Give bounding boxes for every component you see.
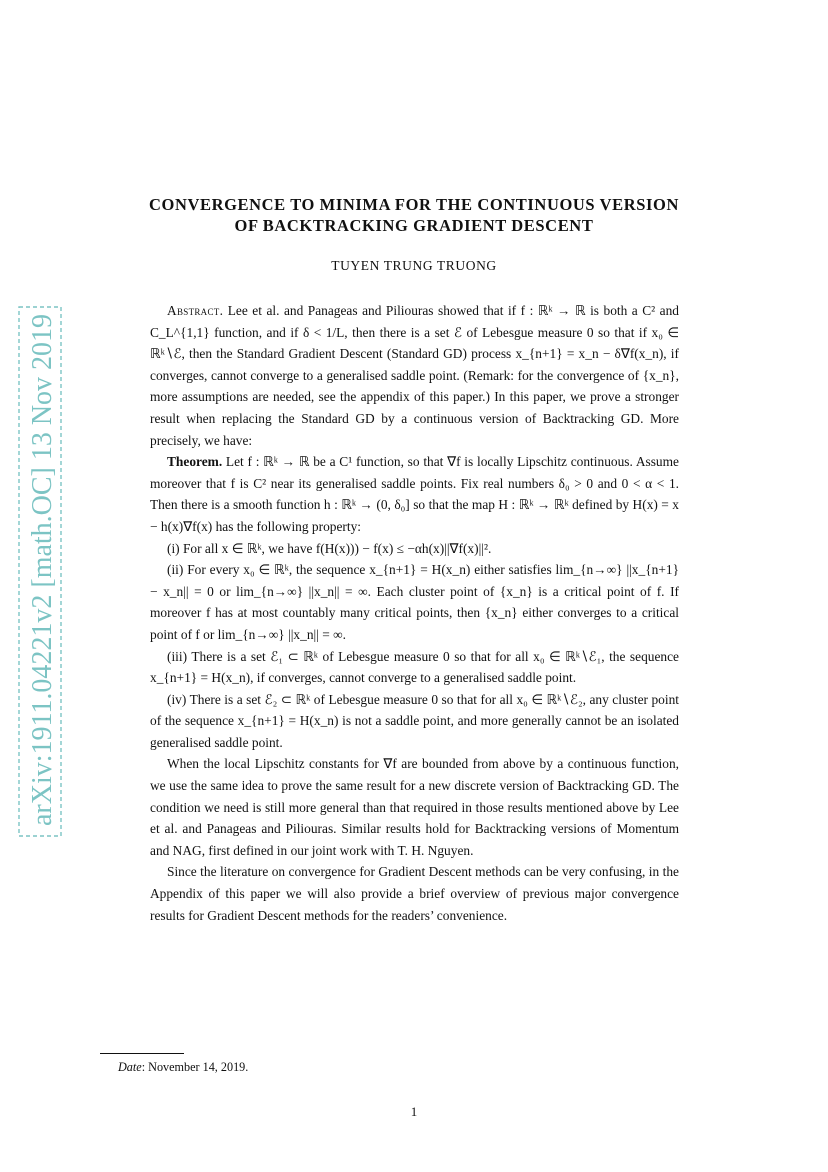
theorem-label: Theorem.: [167, 454, 223, 470]
abstract-body: [150, 300, 679, 926]
theorem-item-ii: (ii) For every x₀ ∈ ℝᵏ, the sequence x_{n+1} = H(x_n) either satisfies lim_{n→∞} ||x_{n+1} − x_n|| = 0 or lim_{n→∞} ||x_n|| = ∞. Each cluster point of {x_n} is a critical point of f. If moreover f has at most countably many critical points, then {x_n} either converges to a critical point of f or lim_{n→∞} ||x_n|| = ∞.: [150, 562, 679, 642]
title-line-1: CONVERGENCE TO MINIMA FOR THE CONTINUOUS VERSION: [149, 195, 679, 214]
paper-title: [100, 194, 728, 236]
discrete-version-paragraph: When the local Lipschitz constants for ∇f are bounded from above by a continuous function, we use the same idea to prove the same result for a new discrete version of Backtracking GD. The condition we need is still more general than that required in those results mentioned above by Lee et al. and Panageas and Piliouras. Similar results hold for Backtracking versions of Momentum and NAG, first defined in our joint work with T. H. Nguyen.: [150, 756, 679, 858]
theorem-item-iii: (iii) There is a set ℰ₁ ⊂ ℝᵏ of Lebesgue measure 0 so that for all x₀ ∈ ℝᵏ∖ℰ₁, the sequence x_{n+1} = H(x_n), if converges, cannot converge to a generalised saddle point.: [150, 648, 679, 686]
page-number: 1: [410, 1104, 418, 1119]
footnote-rule: [100, 1053, 184, 1054]
theorem-item-i: (i) For all x ∈ ℝᵏ, we have f(H(x))) − f(x) ≤ −αh(x)||∇f(x)||².: [167, 540, 492, 556]
footnote-value: : November 14, 2019.: [141, 1060, 249, 1074]
theorem-text: Let f : ℝᵏ → ℝ be a C¹ function, so that ∇f is locally Lipschitz continuous. Assume moreover that f is C² near its generalised saddle points. Fix real numbers δ₀ > 0 and 0 < α < 1. Then there is a smooth function h : ℝᵏ → (0, δ₀] so that the map H : ℝᵏ → ℝᵏ defined by H(x) = x − h(x)∇f(x) has the following property:: [150, 454, 679, 534]
theorem-paragraph: [150, 451, 679, 537]
footnote-label: Date: [118, 1060, 142, 1074]
arxiv-stamp: [16, 305, 64, 838]
date-footnote: [118, 1060, 248, 1075]
title-line-2: OF BACKTRACKING GRADIENT DESCENT: [234, 216, 594, 235]
literature-paragraph: Since the literature on convergence for Gradient Descent methods can be very confusing, in the Appendix of this paper we will also provide a brief overview of previous major convergence results for Gradient Descent methods for the readers’ convenience.: [150, 864, 679, 923]
theorem-item-iv: (iv) There is a set ℰ₂ ⊂ ℝᵏ of Lebesgue measure 0 so that for all x₀ ∈ ℝᵏ∖ℰ₂, any cluster point of the sequence x_{n+1} = H(x_n) is not a saddle point, and more generally cannot be an isolated generalised saddle point.: [150, 691, 679, 750]
arxiv-identifier: arXiv:1911.04221v2 [math.OC] 13 Nov 2019: [27, 305, 58, 826]
abstract-paragraph: [150, 300, 679, 451]
abstract-label: Abstract.: [167, 303, 224, 318]
abstract-text: Lee et al. and Panageas and Piliouras showed that if f : ℝᵏ → ℝ is both a C² and C_L^{1,1} function, and if δ < 1/L, then there is a set ℰ of Lebesgue measure 0 so that if x₀ ∈ ℝᵏ∖ℰ, then the Standard Gradient Descent (Standard GD) process x_{n+1} = x_n − δ∇f(x_n), if converges, cannot converge to a generalised saddle point. (Remark: for the convergence of {x_n}, more assumptions are needed, see the appendix of this paper.) In this paper, we prove a stronger result when replacing the Standard GD by a continuous version of Backtracking GD. More precisely, we have:: [150, 303, 679, 448]
author-name: TUYEN TRUNG TRUONG: [331, 258, 497, 273]
